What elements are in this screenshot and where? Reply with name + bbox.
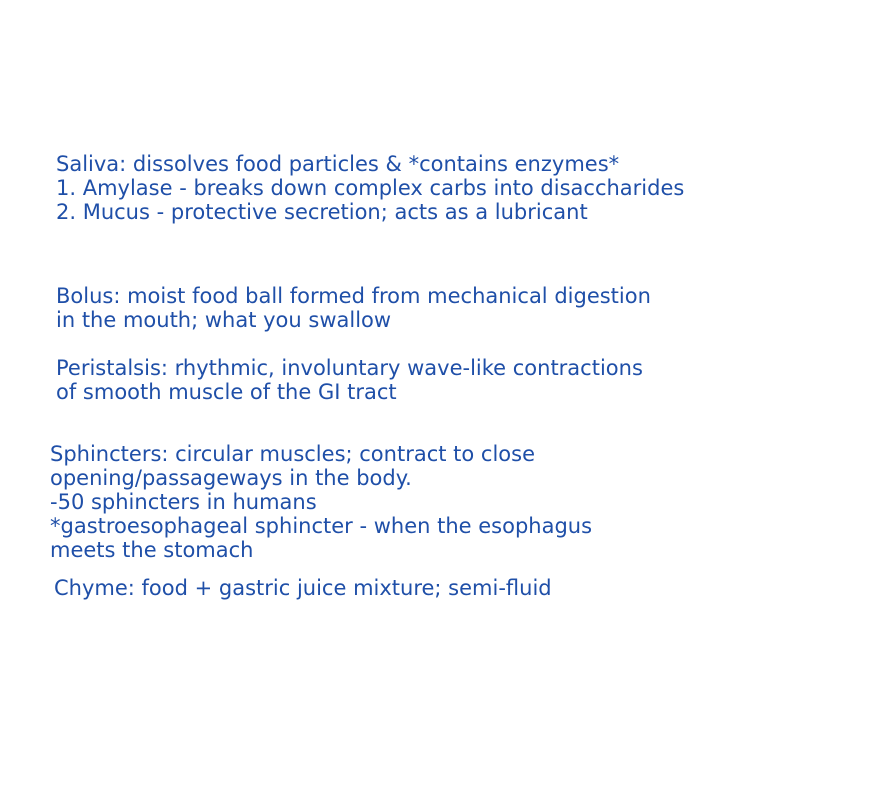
bolus-note <box>56 284 888 332</box>
saliva-note <box>56 152 888 224</box>
mucus-item: 2. Mucus - protective secretion; acts as a lubricant <box>56 200 588 224</box>
chyme-note <box>54 576 888 600</box>
gastroesophageal-sphincter-item: *gastroesophageal sphincter - when the esophagus <box>50 514 593 538</box>
saliva-definition: Saliva: dissolves food particles & *contains enzymes* <box>56 152 620 176</box>
sphincters-count: -50 sphincters in humans <box>50 490 317 514</box>
peristalsis-definition-continued: of smooth muscle of the GI tract <box>56 380 397 404</box>
amylase-item: 1. Amylase - breaks down complex carbs into disaccharides <box>56 176 685 200</box>
bolus-definition-continued: in the mouth; what you swallow <box>56 308 392 332</box>
chyme-definition: Chyme: food + gastric juice mixture; semi-fluid <box>54 576 552 600</box>
sphincters-definition: Sphincters: circular muscles; contract to close <box>50 442 535 466</box>
bolus-definition: Bolus: moist food ball formed from mechanical digestion <box>56 284 651 308</box>
sphincters-definition-continued: opening/passageways in the body. <box>50 466 412 490</box>
sphincters-note <box>50 442 888 562</box>
peristalsis-definition: Peristalsis: rhythmic, involuntary wave-like contractions <box>56 356 643 380</box>
peristalsis-note <box>56 356 888 404</box>
gastroesophageal-sphincter-item-continued: meets the stomach <box>50 538 254 562</box>
